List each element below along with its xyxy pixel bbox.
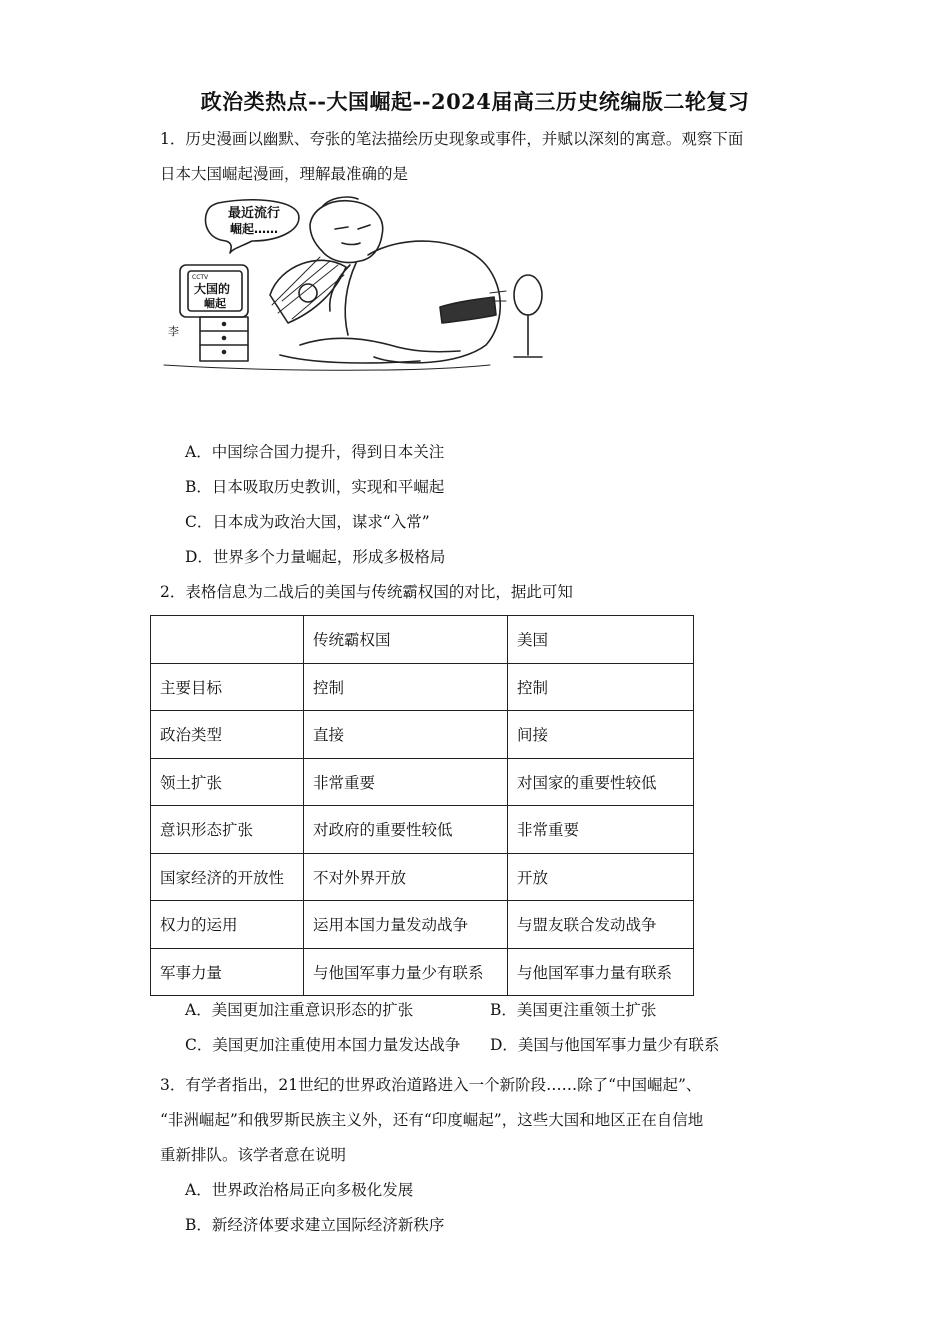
question-1-option-a[interactable]: A．中国综合国力提升，得到日本关注 xyxy=(185,443,445,461)
table-header-cell: 传统霸权国 xyxy=(304,616,508,664)
table-cell: 控制 xyxy=(508,663,694,711)
question-3-stem-line-3: 重新排队。该学者意在说明 xyxy=(160,1146,347,1164)
cartoon-image xyxy=(160,195,555,375)
table-cell: 非常重要 xyxy=(508,806,694,854)
table-cell: 对政府的重要性较低 xyxy=(304,806,508,854)
table-row xyxy=(151,806,694,854)
table-row xyxy=(151,901,694,949)
table-cell: 政治类型 xyxy=(151,711,304,759)
table-cell: 运用本国力量发动战争 xyxy=(304,901,508,949)
question-3-stem xyxy=(160,1068,800,1173)
question-3-options xyxy=(185,1173,444,1243)
table-row xyxy=(151,663,694,711)
table-cell: 控制 xyxy=(304,663,508,711)
table-cell: 间接 xyxy=(508,711,694,759)
table-cell: 权力的运用 xyxy=(151,901,304,949)
question-1-option-c[interactable]: C．日本成为政治大国，谋求“入常” xyxy=(185,513,430,531)
table-cell: 与他国军事力量少有联系 xyxy=(304,948,508,996)
table-cell: 领土扩张 xyxy=(151,758,304,806)
table-cell: 不对外界开放 xyxy=(304,853,508,901)
question-2-options xyxy=(185,993,719,1063)
question-3-option-b[interactable]: B．新经济体要求建立国际经济新秩序 xyxy=(185,1216,445,1234)
question-1-option-d[interactable]: D．世界多个力量崛起，形成多极格局 xyxy=(185,548,446,566)
table-cell: 直接 xyxy=(304,711,508,759)
question-1-options xyxy=(185,435,445,575)
table-cell: 对国家的重要性较低 xyxy=(508,758,694,806)
question-1-stem-line-1: 1．历史漫画以幽默、夸张的笔法描绘历史现象或事件，并赋以深刻的寓意。观察下面 xyxy=(160,130,744,148)
page-title: 政治类热点--大国崛起--2024届高三历史统编版二轮复习 xyxy=(200,89,750,114)
table-cell: 国家经济的开放性 xyxy=(151,853,304,901)
tv-logo: CCTV xyxy=(192,274,209,281)
question-2-option-c[interactable]: C．美国更加注重使用本国力量发达战争 xyxy=(185,1036,461,1054)
question-3-stem-line-1: 3．有学者指出，21世纪的世界政治道路进入一个新阶段……除了“中国崛起”、 xyxy=(160,1076,702,1094)
table-row xyxy=(151,948,694,996)
tv-screen-line-1: 大国的 xyxy=(194,282,231,296)
bubble-text-line-1: 最近流行 xyxy=(228,206,281,221)
table-cell: 主要目标 xyxy=(151,663,304,711)
question-3-option-a[interactable]: A．世界政治格局正向多极化发展 xyxy=(185,1181,414,1199)
table-header-row xyxy=(151,616,694,664)
question-1-option-b[interactable]: B．日本吸取历史教训，实现和平崛起 xyxy=(185,478,445,496)
table-cell: 与他国军事力量有联系 xyxy=(508,948,694,996)
tv-screen-line-2: 崛起 xyxy=(204,297,226,310)
comparison-table xyxy=(150,615,694,996)
artist-signature: 李 xyxy=(168,325,179,338)
question-2-stem: 2．表格信息为二战后的美国与传统霸权国的对比，据此可知 xyxy=(160,583,573,601)
hand-fan xyxy=(270,260,346,323)
table-cell: 意识形态扩张 xyxy=(151,806,304,854)
question-1-stem xyxy=(160,122,800,192)
table-row xyxy=(151,758,694,806)
electric-fan xyxy=(514,275,542,315)
table-row xyxy=(151,853,694,901)
question-2-option-a[interactable]: A．美国更加注重意识形态的扩张 xyxy=(185,1001,414,1019)
table-cell: 非常重要 xyxy=(304,758,508,806)
question-1-stem-line-2: 日本大国崛起漫画，理解最准确的是 xyxy=(160,165,409,183)
table-header-cell xyxy=(151,616,304,664)
table-cell: 与盟友联合发动战争 xyxy=(508,901,694,949)
table-cell: 军事力量 xyxy=(151,948,304,996)
table-cell: 开放 xyxy=(508,853,694,901)
table-row xyxy=(151,711,694,759)
question-2-option-d[interactable]: D．美国与他国军事力量少有联系 xyxy=(490,1036,720,1054)
table-header-cell: 美国 xyxy=(508,616,694,664)
question-3-stem-line-2: “非洲崛起”和俄罗斯民族主义外，还有“印度崛起”，这些大国和地区正在自信地 xyxy=(160,1111,704,1129)
question-2-option-b[interactable]: B．美国更注重领土扩张 xyxy=(490,1001,657,1019)
bubble-text-line-2: 崛起…… xyxy=(230,222,279,236)
